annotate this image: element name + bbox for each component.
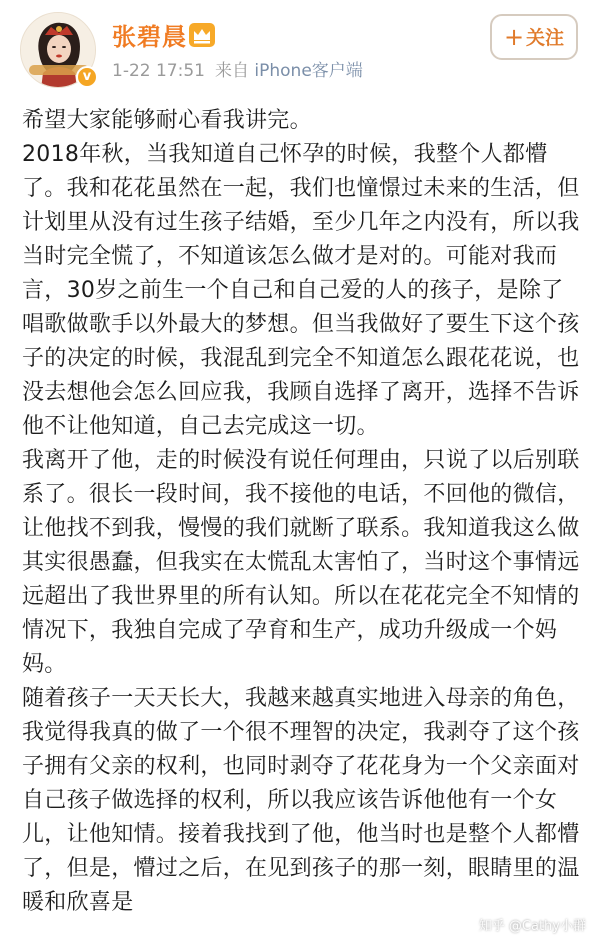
username[interactable]: 张碧晨 <box>112 23 187 51</box>
post-paragraph: 随着孩子一天天长大，我越来越真实地进入母亲的角色，我觉得我真的做了一个很不理智的决定，我剥夺了这个孩子拥有父亲的权利，也同时剥夺了花花身为一个父亲面对自己孩子做选择的权利，所以我应该告诉他他有一个女儿，让他知情。接着我找到了他，他当时也是整个人都懵了，但是，懵过之后，在见到孩子的那一刻，眼睛里的温暖和欣喜是 <box>22 686 580 915</box>
crown-icon <box>188 22 216 48</box>
post-body <box>22 104 582 920</box>
source-prefix: 来自 <box>214 61 249 81</box>
follow-button[interactable] <box>490 14 578 60</box>
post-paragraph: 希望大家能够耐心看我讲完。 <box>22 108 312 133</box>
post-timestamp: 1-22 17:51 <box>112 61 205 81</box>
verified-badge-icon: v <box>76 66 98 88</box>
watermark: 知乎 @Cathy小群 <box>478 919 586 934</box>
post-paragraph: 我离开了他，走的时候没有说任何理由，只说了以后别联系了。很长一段时间，我不接他的电话，不回他的微信，让他找不到我，慢慢的我们就断了联系。我知道我这么做其实很愚蠢，但我实在太慌乱太害怕了，当时这个事情远远超出了我世界里的所有认知。所以在花花完全不知情的情况下，我独自完成了孕育和生产，成功升级成一个妈妈。 <box>22 448 580 677</box>
post-meta <box>112 60 363 82</box>
follow-label: 关注 <box>526 27 565 49</box>
post-header <box>0 0 600 100</box>
avatar[interactable] <box>20 12 96 88</box>
post-paragraph: 2018年秋，当我知道自己怀孕的时候，我整个人都懵了。我和花花虽然在一起，我们也憧憬过未来的生活，但计划里从没有过生孩子结婚，至少几年之内没有，所以我当时完全慌了，不知道该怎么做才是对的。可能对我而言，30岁之前生一个自己和自己爱的人的孩子，是除了唱歌做歌手以外最大的梦想。但当我做好了要生下这个孩子的决定的时候，我混乱到完全不知道怎么跟花花说，也没去想他会怎么回应我，我顾自选择了离开，选择不告诉他不让他知道，自己去完成这一切。 <box>22 142 580 439</box>
source-device[interactable]: iPhone客户端 <box>254 61 363 81</box>
plus-icon: + <box>503 23 525 51</box>
